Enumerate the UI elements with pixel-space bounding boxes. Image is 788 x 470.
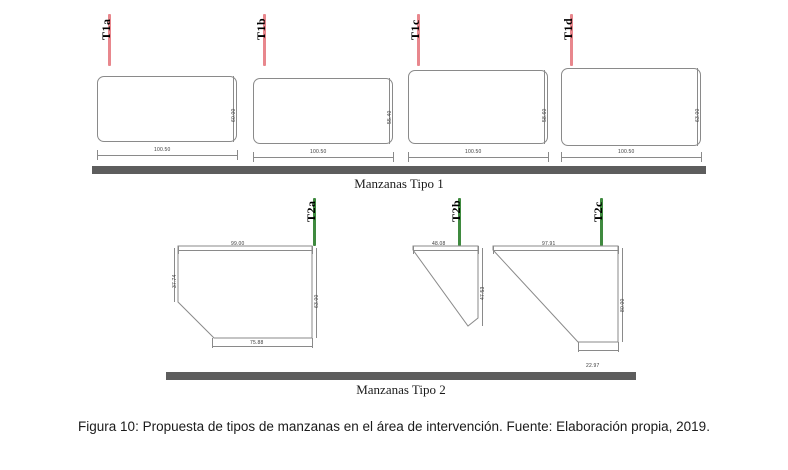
dim-line-t1b-width — [253, 157, 393, 158]
dim-tick-t1a-w-right — [237, 150, 238, 160]
dim-line-t2c-bottom — [578, 350, 618, 351]
dim-tick-t1d-w-left — [561, 152, 562, 162]
dim-line-t2a-right — [316, 248, 317, 338]
dim-label-t2c-right: 80.00 — [620, 298, 626, 312]
dim-line-t1a-width — [97, 155, 237, 156]
dim-tick-t1b-w-left — [253, 152, 254, 162]
dim-tick-t2c-top-right — [618, 246, 619, 254]
group-bar-tipo-1 — [92, 166, 706, 174]
dim-tick-t2c-bot-right — [618, 342, 619, 352]
dim-tick-t2a-top-right — [312, 246, 313, 254]
dim-tick-t1c-w-right — [548, 152, 549, 162]
dim-tick-t2c-top-left — [493, 246, 494, 254]
marker-label-t2b: T2b — [449, 199, 463, 222]
dim-tick-t2b-top-left — [413, 246, 414, 254]
dim-label-t2a-bottom: 75.88 — [250, 340, 264, 346]
dim-label-t2b-right: 47.53 — [480, 286, 486, 300]
dim-label-t1c-height: 58.60 — [542, 108, 548, 122]
figure-caption: Figura 10: Propuesta de tipos de manzanas en el área de intervención. Fuente: Elaboración propia, 2019. — [78, 419, 710, 434]
dim-tick-t2a-bot-right — [312, 338, 313, 348]
dim-label-t2a-right: 63.00 — [314, 294, 320, 308]
dim-line-t2a-top — [178, 250, 312, 251]
dim-tick-t2b-top-right — [478, 246, 479, 254]
dim-label-t1a-width: 100.50 — [154, 147, 171, 153]
block-shape-t1d — [561, 68, 701, 146]
group-bar-tipo-2 — [166, 372, 636, 380]
block-shape-t2c — [490, 246, 630, 356]
group-caption-tipo-2: Manzanas Tipo 2 — [356, 382, 446, 397]
dim-tick-t2a-top-left — [178, 246, 179, 254]
marker-label-t2a: T2a — [304, 200, 318, 222]
block-shape-t1a — [97, 76, 237, 142]
dim-label-t2c-top: 97.91 — [542, 241, 556, 247]
dim-label-t1d-width: 100.50 — [618, 149, 635, 155]
dim-label-t1b-width: 100.50 — [310, 149, 327, 155]
dim-tick-t1c-w-left — [408, 152, 409, 162]
dim-line-t1c-height — [544, 70, 545, 144]
dim-label-t2b-top: 48.08 — [432, 241, 446, 247]
dim-line-t2a-bottom — [212, 346, 312, 347]
block-shape-t2b — [410, 246, 490, 336]
dim-tick-t1b-w-right — [393, 152, 394, 162]
dim-label-t1c-width: 100.50 — [465, 149, 482, 155]
dim-label-t2a-left: 37.74 — [172, 274, 178, 288]
block-shape-t1b — [253, 78, 393, 144]
group-caption-tipo-1: Manzanas Tipo 1 — [354, 176, 444, 191]
dim-label-t2c-bottom: 22.97 — [586, 363, 600, 369]
dim-line-t2b-top — [413, 250, 478, 251]
marker-label-t1c: T1c — [408, 19, 422, 40]
dim-line-t2c-top — [493, 250, 618, 251]
block-shape-t2a — [170, 246, 320, 346]
dim-label-t1d-height: 63.00 — [695, 108, 701, 122]
dim-tick-t2a-bot-left — [212, 338, 213, 348]
marker-label-t1a: T1a — [99, 18, 113, 40]
dim-tick-t1d-w-right — [701, 152, 702, 162]
dim-line-t1c-width — [408, 157, 548, 158]
dim-line-t1d-width — [561, 157, 701, 158]
dim-line-t2c-right — [622, 248, 623, 342]
dim-line-t1d-height — [697, 68, 698, 146]
dim-tick-t2c-bot-left — [578, 342, 579, 352]
marker-label-t2c: T2c — [591, 201, 605, 222]
block-shape-t1c — [408, 70, 548, 144]
marker-label-t1b: T1b — [254, 17, 268, 40]
marker-label-t1d: T1d — [561, 17, 575, 40]
dim-label-t1a-height: 60.00 — [231, 108, 237, 122]
dim-tick-t1a-w-left — [97, 150, 98, 160]
dim-label-t2a-top: 99.00 — [231, 241, 245, 247]
dim-label-t1b-height: 55.40 — [387, 110, 393, 124]
